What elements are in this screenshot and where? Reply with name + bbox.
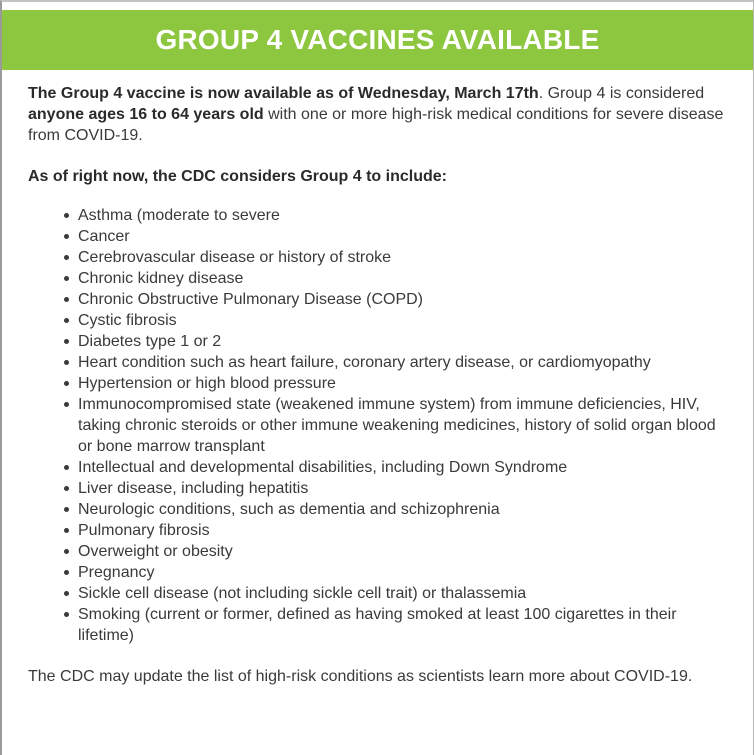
condition-item: Neurologic conditions, such as dementia and schizophrenia (78, 499, 728, 520)
intro-bold-ages: anyone ages 16 to 64 years old (28, 106, 264, 123)
conditions-list (28, 205, 728, 646)
condition-item: Cerebrovascular disease or history of stroke (78, 247, 728, 268)
banner (2, 10, 753, 70)
condition-item: Chronic kidney disease (78, 268, 728, 289)
condition-item: Chronic Obstructive Pulmonary Disease (COPD) (78, 289, 728, 310)
article-body (28, 83, 728, 687)
condition-item: Intellectual and developmental disabilities, including Down Syndrome (78, 457, 728, 478)
condition-item: Cystic fibrosis (78, 310, 728, 331)
condition-item: Liver disease, including hepatitis (78, 478, 728, 499)
intro-paragraph (28, 83, 728, 146)
condition-item: Pulmonary fibrosis (78, 520, 728, 541)
intro-text-1: . Group 4 is considered (538, 85, 705, 102)
list-heading: As of right now, the CDC considers Group 4 to include: (28, 168, 447, 185)
condition-item: Asthma (moderate to severe (78, 205, 728, 226)
condition-item: Immunocompromised state (weakened immune system) from immune deficiencies, HIV, taking chronic steroids or other immune weakening medicines, history of solid organ blood or bone marrow transplant (78, 394, 728, 457)
condition-item: Overweight or obesity (78, 541, 728, 562)
condition-item: Hypertension or high blood pressure (78, 373, 728, 394)
condition-item: Pregnancy (78, 562, 728, 583)
condition-item: Heart condition such as heart failure, coronary artery disease, or cardiomyopathy (78, 352, 728, 373)
banner-title: GROUP 4 VACCINES AVAILABLE (155, 24, 600, 55)
footer-note: The CDC may update the list of high-risk conditions as scientists learn more about COVID-19. (28, 668, 693, 685)
intro-text-2: with one or more high-risk medical conditions for severe disease from COVID-19. (28, 106, 724, 144)
condition-item: Diabetes type 1 or 2 (78, 331, 728, 352)
condition-item: Smoking (current or former, defined as having smoked at least 100 cigarettes in their lifetime) (78, 604, 728, 646)
condition-item: Cancer (78, 226, 728, 247)
condition-item: Sickle cell disease (not including sickle cell trait) or thalassemia (78, 583, 728, 604)
intro-bold-lead: The Group 4 vaccine is now available as of Wednesday, March 17th (28, 85, 539, 102)
